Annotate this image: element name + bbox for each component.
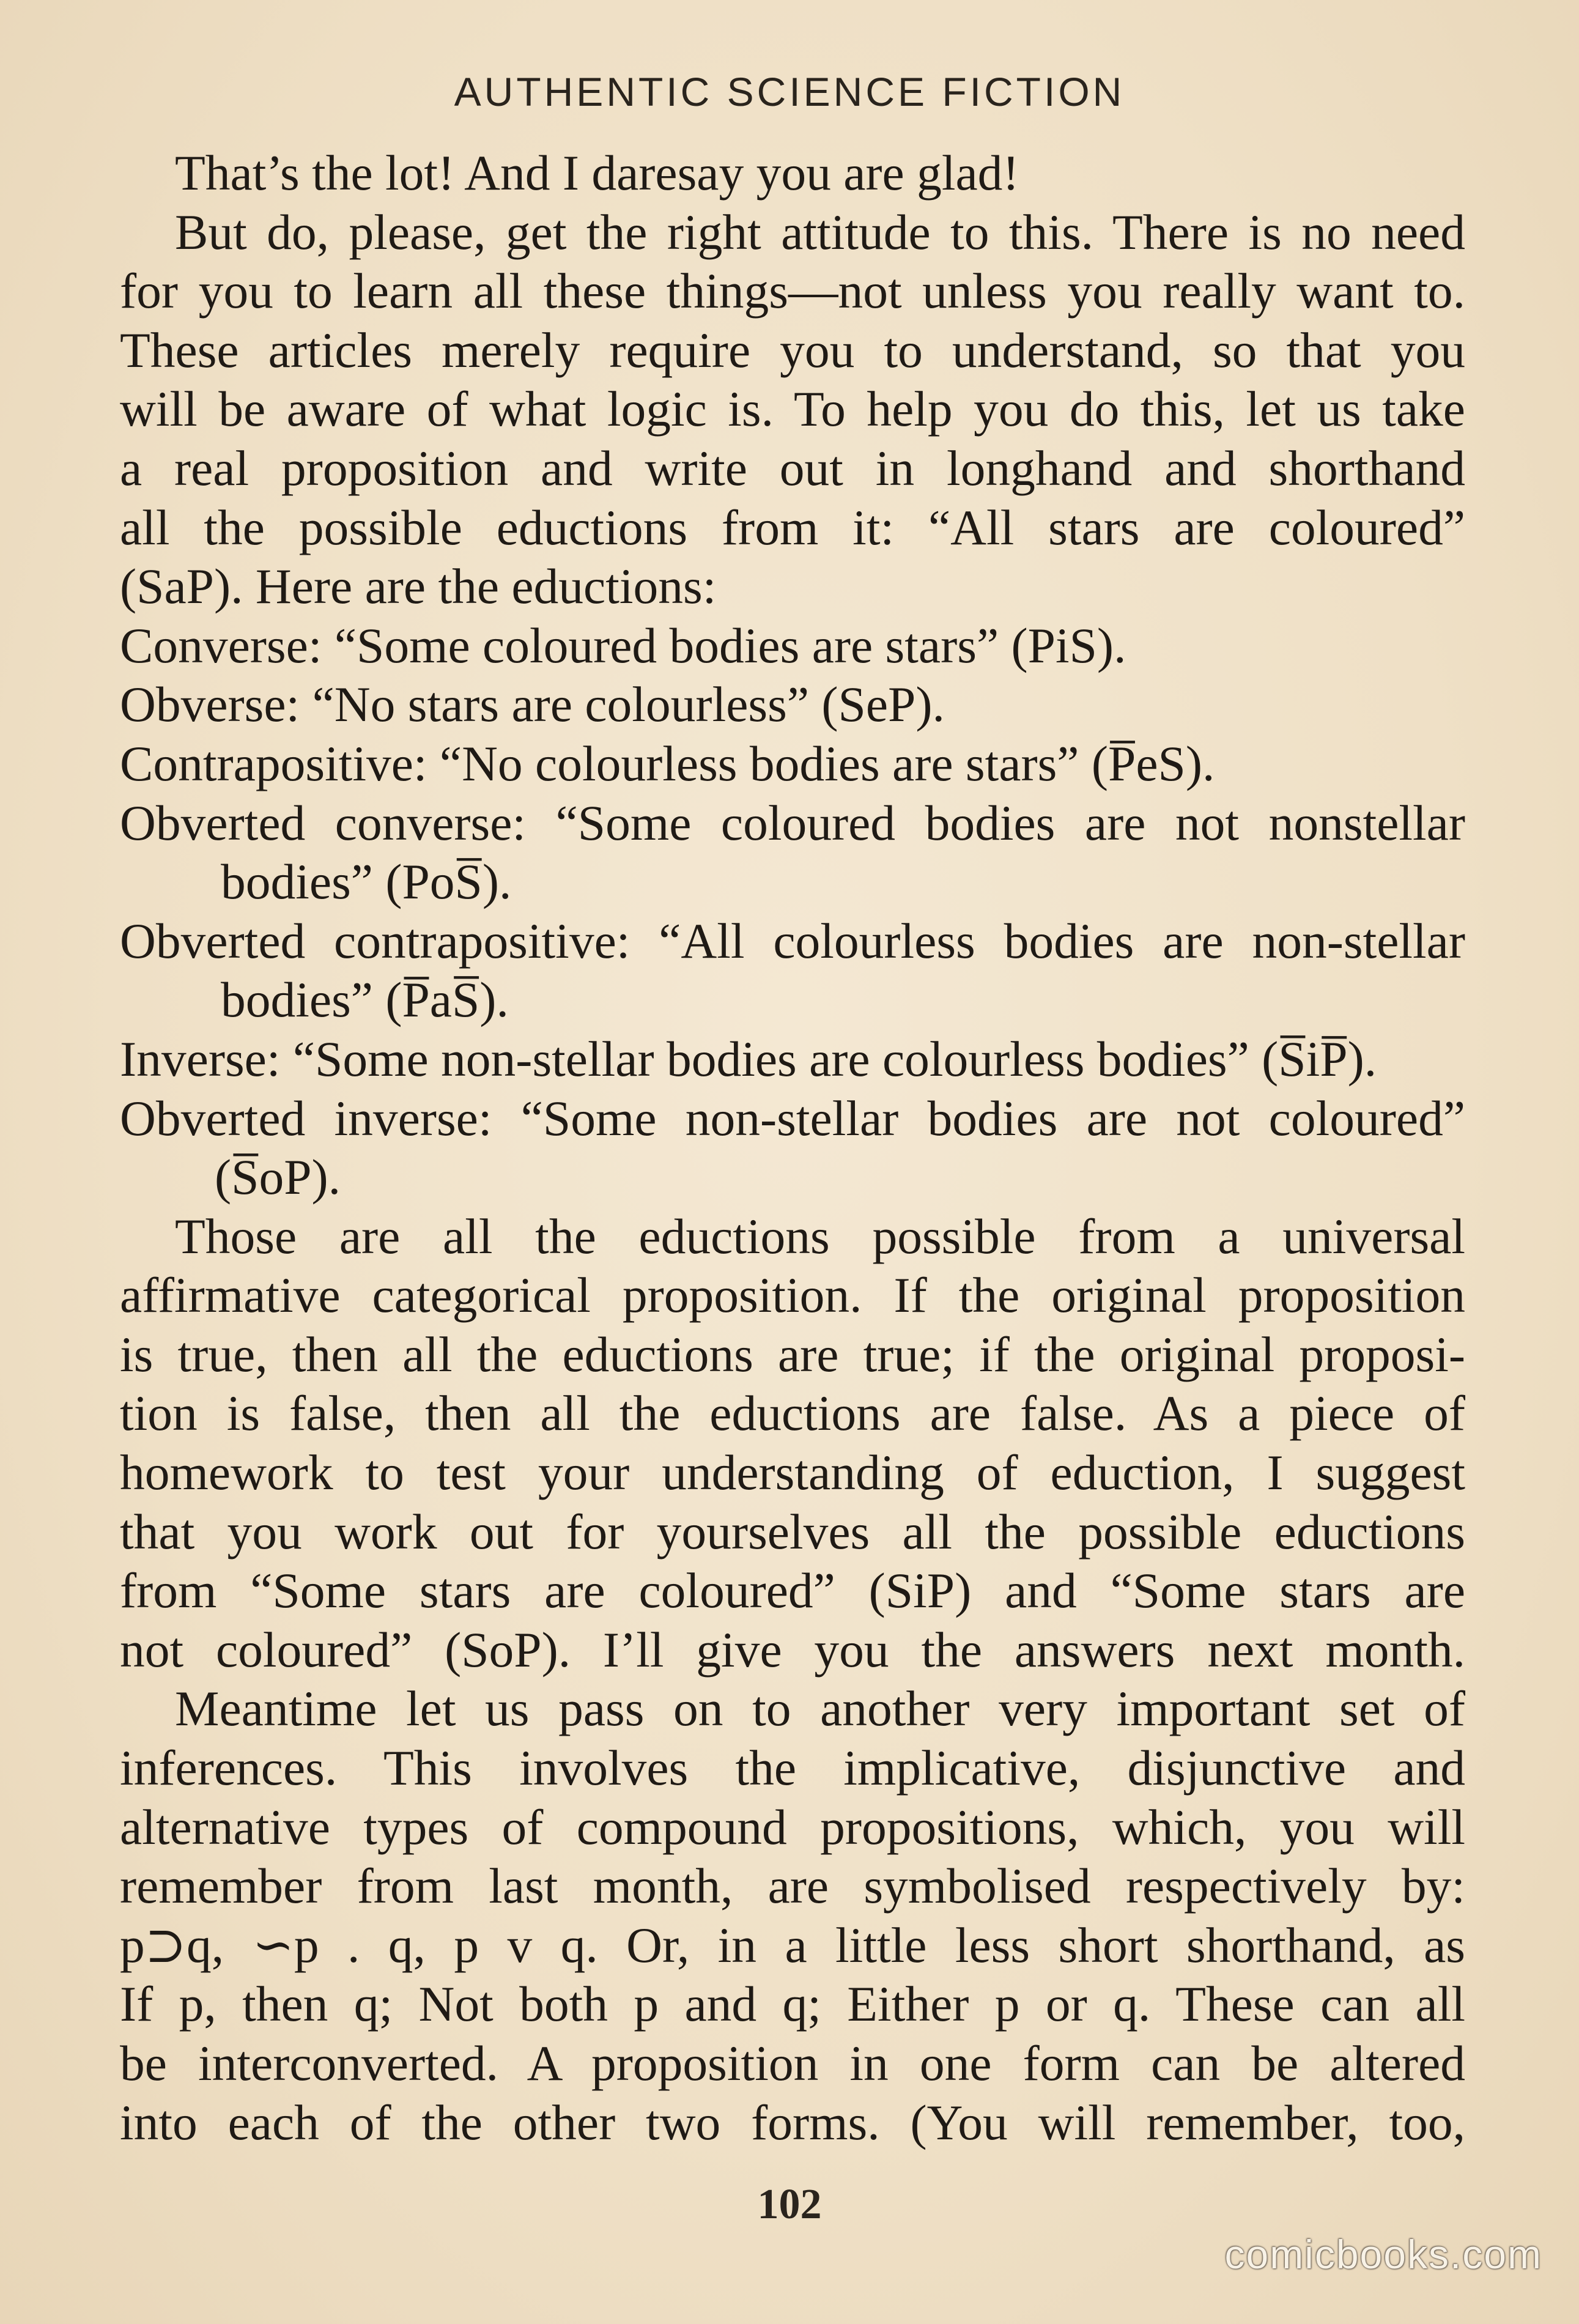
text-line: These articles merely require you to understand, so that you	[120, 322, 1465, 378]
text-line: If p, then q; Not both p and q; Either p or q. These can all	[120, 1976, 1465, 2032]
body-text	[120, 144, 1465, 2152]
text-line: Inverse: “Some non-stellar bodies are colourless bodies” (S̅iP̅).	[120, 1031, 1377, 1087]
text-line: Obverted contrapositive: “All colourless bodies are non-stellar	[120, 912, 1465, 969]
text-line: Converse: “Some coloured bodies are stars” (PiS).	[120, 617, 1126, 673]
page-number: 102	[757, 2181, 822, 2228]
text-line: Contrapositive: “No colourless bodies are stars” (P̅eS).	[120, 735, 1215, 791]
text-line: Meantime let us pass on to another very important set of	[175, 1681, 1465, 1737]
text-line: inferences. This involves the implicative, disjunctive and	[120, 1740, 1465, 1796]
text-line: (SaP). Here are the eductions:	[120, 558, 717, 615]
text-line: bodies” (P̅aS̅).	[221, 972, 509, 1028]
text-line: bodies” (PoS̅).	[221, 854, 512, 910]
text-line: a real proposition and write out in longhand and shorthand	[120, 440, 1465, 496]
text-line: Obverted inverse: “Some non-stellar bodies are not coloured”	[120, 1090, 1465, 1146]
text-line: affirmative categorical proposition. If the original proposition	[120, 1267, 1465, 1323]
text-line: is true, then all the eductions are true; if the original proposi-	[120, 1326, 1465, 1382]
text-line: be interconverted. A proposition in one form can be altered	[120, 2035, 1465, 2091]
text-line: not coloured” (SoP). I’ll give you the answers next month.	[120, 1621, 1465, 1678]
text-line: remember from last month, are symbolised respectively by:	[120, 1858, 1465, 1914]
text-line: that you work out for yourselves all the possible eductions	[120, 1503, 1465, 1560]
text-line: all the possible eductions from it: “All stars are coloured”	[120, 499, 1465, 555]
text-line: That’s the lot! And I daresay you are glad!	[175, 145, 1019, 201]
text-line: alternative types of compound propositions, which, you will	[120, 1799, 1465, 1855]
text-line: will be aware of what logic is. To help you do this, let us take	[120, 381, 1465, 437]
text-line: Obverse: “No stars are colourless” (SeP).	[120, 676, 945, 733]
text-line: Those are all the eductions possible from a universal	[175, 1208, 1465, 1264]
text-line: homework to test your understanding of eduction, I suggest	[120, 1445, 1465, 1501]
text-line: (S̅oP).	[215, 1149, 341, 1205]
watermark: comicbooks.com	[1224, 2232, 1542, 2277]
running-header: AUTHENTIC SCIENCE FICTION	[454, 69, 1125, 114]
text-line: Obverted converse: “Some coloured bodies are not nonstellar	[120, 794, 1465, 851]
text-line: tion is false, then all the eductions are false. As a piece of	[120, 1385, 1465, 1441]
text-line: into each of the other two forms. (You will remember, too,	[120, 2094, 1465, 2150]
text-line: But do, please, get the right attitude to this. There is no need	[175, 204, 1465, 260]
text-line: p⊃q, ∽p . q, p v q. Or, in a little less short shorthand, as	[120, 1917, 1465, 1973]
text-line: from “Some stars are coloured” (SiP) and “Some stars are	[120, 1563, 1465, 1619]
text-line: for you to learn all these things—not unless you really want to.	[120, 263, 1465, 319]
